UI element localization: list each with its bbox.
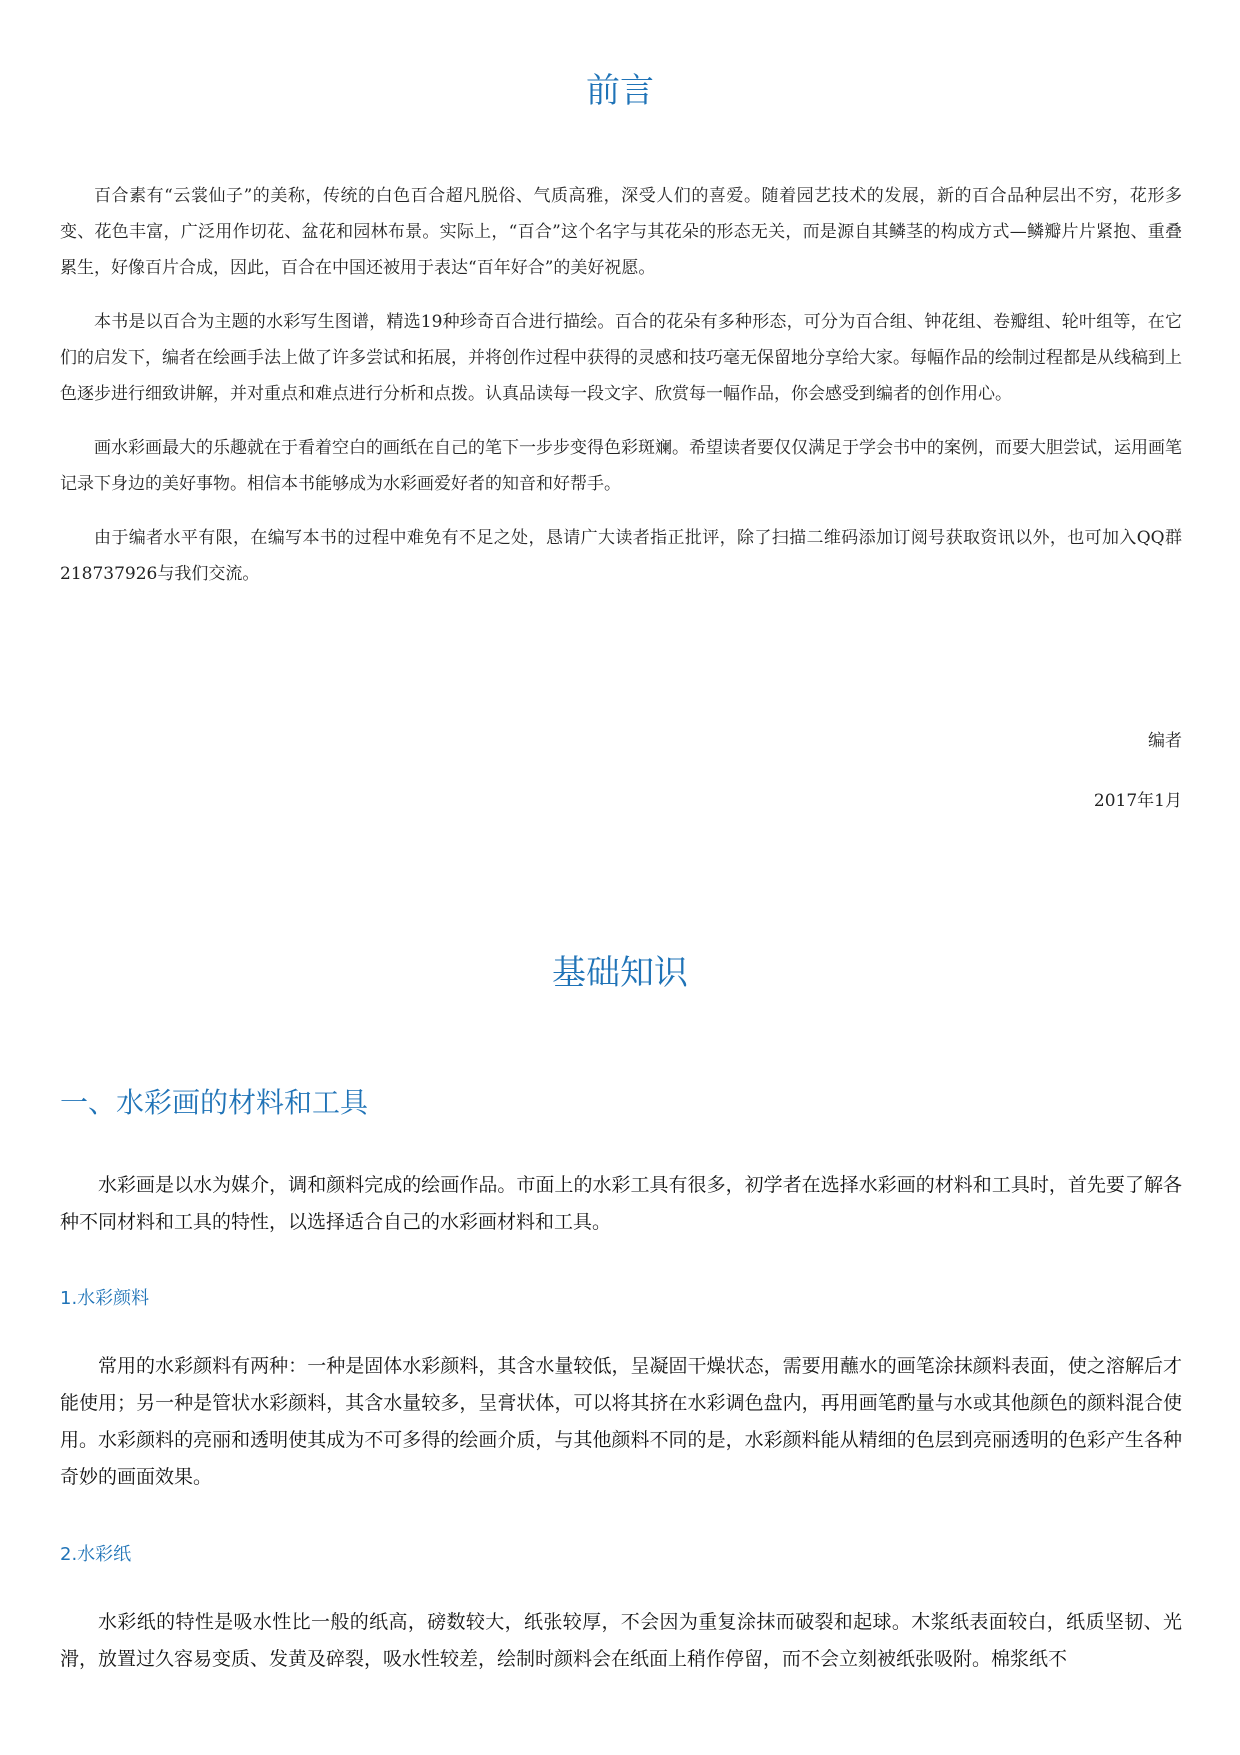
preface-body (60, 178, 1182, 592)
subsection-text-paint: 常用的水彩颜料有两种：一种是固体水彩颜料，其含水量较低，呈凝固干燥状态，需要用蘸水的画笔涂抹颜料表面，使之溶解后才能使用；另一种是管状水彩颜料，其含水量较多，呈膏状体，可以将其挤在水彩调色盘内，再用画笔酌量与水或其他颜色的颜料混合使用。水彩颜料的亮丽和透明使其成为不可多得的绘画介质，与其他颜料不同的是，水彩颜料能从精细的色层到亮丽透明的色彩产生各种奇妙的画面效果。 (60, 1355, 1182, 1488)
preface-paragraph: 画水彩画最大的乐趣就在于看着空白的画纸在自己的笔下一步步变得色彩斑斓。希望读者要仅仅满足于学会书中的案例，而要大胆尝试，运用画笔记录下身边的美好事物。相信本书能够成为水彩画爱好者的知音和好帮手。 (60, 438, 1182, 494)
section-intro: 水彩画是以水为媒介，调和颜料完成的绘画作品。市面上的水彩工具有很多，初学者在选择水彩画的材料和工具时，首先要了解各种不同材料和工具的特性，以选择适合自己的水彩画材料和工具。 (60, 1174, 1182, 1233)
preface-date: 2017年1月 (1093, 791, 1182, 811)
section-heading: 一、水彩画的材料和工具 (60, 1086, 369, 1119)
preface-signature: 编者 (1148, 731, 1182, 751)
subsection-text-paper: 水彩纸的特性是吸水性比一般的纸高，磅数较大，纸张较厚，不会因为重复涂抹而破裂和起球。木浆纸表面较白，纸质坚韧、光滑，放置过久容易变质、发黄及碎裂，吸水性较差，绘制时颜料会在纸面上稍作停留，而不会立刻被纸张吸附。棉浆纸不 (60, 1611, 1182, 1670)
basics-title: 基础知识 (552, 953, 688, 993)
subsection-heading-paper: 2.水彩纸 (60, 1544, 132, 1565)
subsection-heading-paint: 1.水彩颜料 (60, 1288, 150, 1309)
preface-title: 前言 (586, 71, 654, 111)
preface-paragraph: 本书是以百合为主题的水彩写生图谱，精选19种珍奇百合进行描绘。百合的花朵有多种形态，可分为百合组、钟花组、卷瓣组、轮叶组等，在它们的启发下，编者在绘画手法上做了许多尝试和拓展，并将创作过程中获得的灵感和技巧毫无保留地分享给大家。每幅作品的绘制过程都是从线稿到上色逐步进行细致讲解，并对重点和难点进行分析和点拨。认真品读每一段文字、欣赏每一幅作品，你会感受到编者的创作用心。 (60, 312, 1182, 404)
preface-paragraph: 由于编者水平有限，在编写本书的过程中难免有不足之处，恳请广大读者指正批评，除了扫描二维码添加订阅号获取资讯以外，也可加入QQ群218737926与我们交流。 (60, 528, 1182, 584)
preface-paragraph: 百合素有“云裳仙子”的美称，传统的白色百合超凡脱俗、气质高雅，深受人们的喜爱。随着园艺技术的发展，新的百合品种层出不穷，花形多变、花色丰富，广泛用作切花、盆花和园林布景。实际上，“百合”这个名字与其花朵的形态无关，而是源自其鳞茎的构成方式—鳞瓣片片紧抱、重叠累生，好像百片合成，因此，百合在中国还被用于表达“百年好合”的美好祝愿。 (60, 186, 1182, 278)
